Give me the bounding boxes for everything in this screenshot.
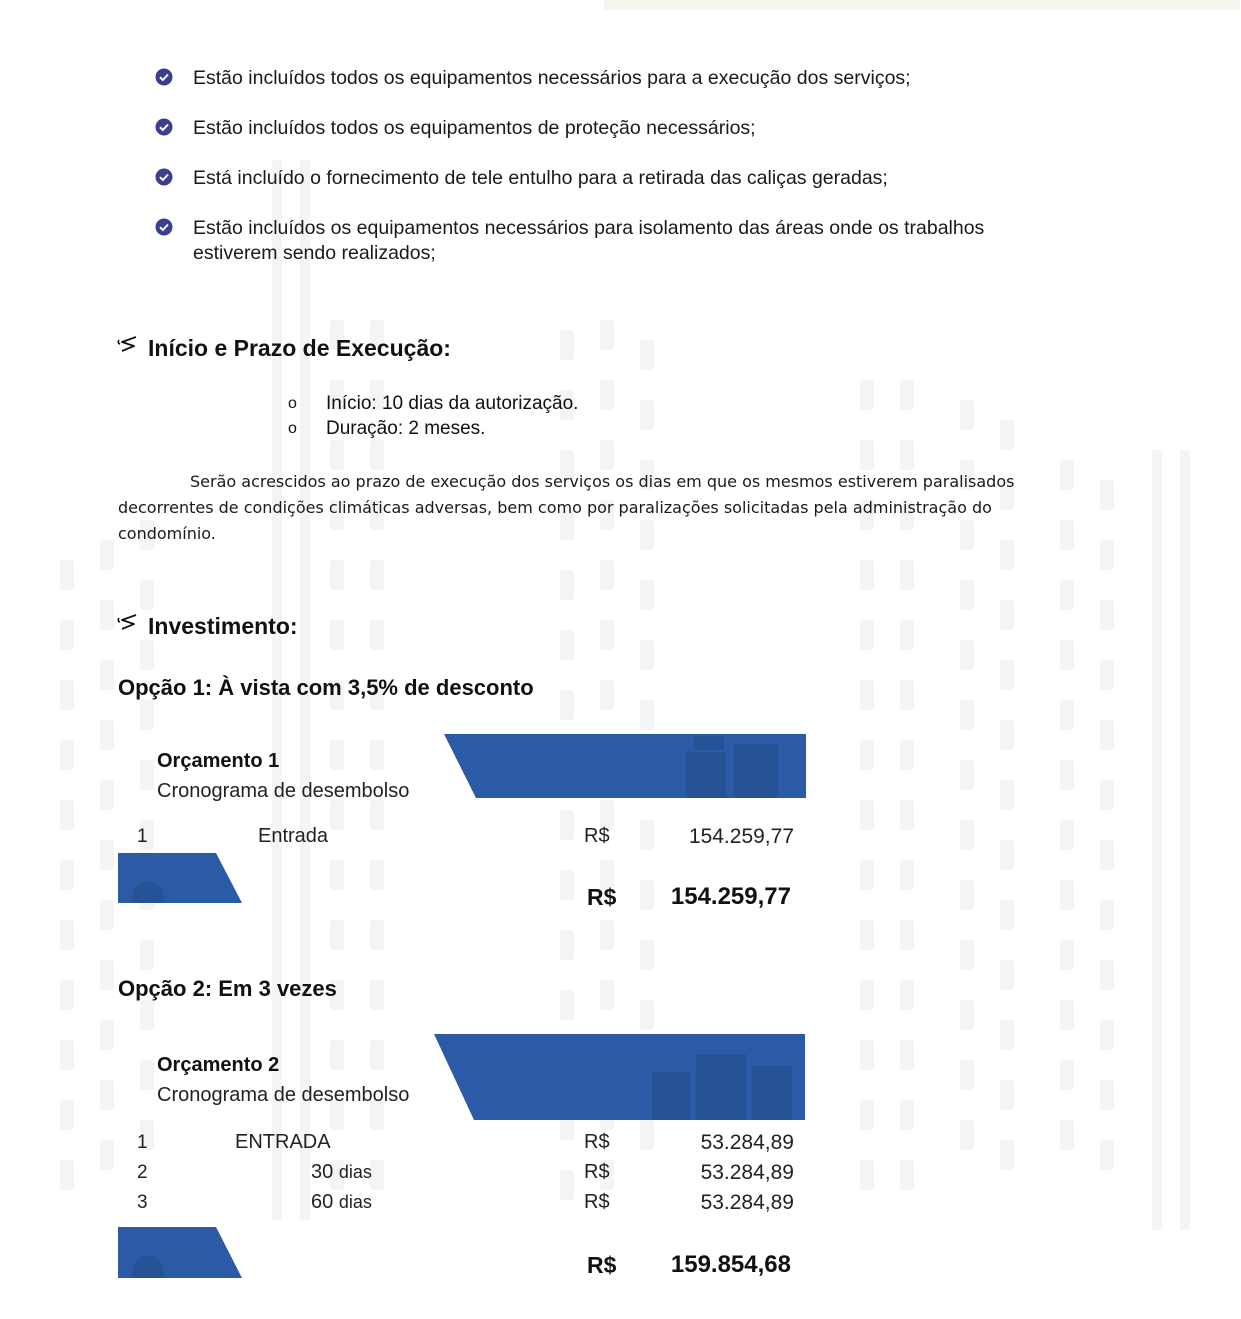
check-circle-icon [155, 118, 173, 136]
bullet-text: Estão incluídos todos os equipamentos de proteção necessários; [193, 117, 756, 139]
header-banner-graphic [444, 734, 806, 798]
row-days: 30 [311, 1161, 334, 1183]
list-item [155, 116, 1063, 141]
option-2-title: Opção 2: Em 3 vezes [118, 976, 337, 1001]
list-item [288, 418, 485, 440]
footer-banner-graphic [118, 1227, 242, 1278]
list-item [155, 216, 1063, 266]
row-days: 60 [311, 1191, 334, 1213]
bullet-text: Estão incluídos todos os equipamentos necessários para a execução dos serviços; [193, 67, 911, 89]
paragraph [118, 469, 1058, 547]
row-description [311, 1191, 372, 1214]
row-currency: R$ [584, 1131, 610, 1153]
list-item-text: Duração: 2 meses. [326, 418, 486, 439]
bullet-text: Estão incluídos os equipamentos necessários para isolamento das áreas onde os trabalhos estiverem sendo realizados; [193, 217, 985, 264]
list-item [155, 166, 1063, 191]
row-days-unit: dias [338, 1192, 372, 1212]
curved-arrow-icon [116, 612, 140, 634]
curved-arrow-icon [116, 334, 140, 356]
budget-subtitle: Cronograma de desembolso [157, 1084, 410, 1106]
section-heading-inicio [116, 334, 451, 362]
section-heading-investimento [116, 612, 298, 640]
row-amount: 53.284,89 [700, 1161, 794, 1184]
budget-subtitle: Cronograma de desembolso [157, 780, 410, 802]
check-circle-icon [155, 68, 173, 86]
total-amount: 154.259,77 [670, 883, 791, 910]
check-circle-icon [155, 218, 173, 236]
row-currency: R$ [584, 825, 610, 847]
budget-title: Orçamento 1 [157, 750, 280, 772]
row-number: 1 [137, 1132, 148, 1153]
circle-bullet-icon: o [288, 395, 297, 412]
section-heading-text: Investimento: [148, 613, 298, 639]
list-item [288, 393, 578, 415]
total-currency: R$ [587, 884, 617, 910]
row-number: 3 [137, 1192, 148, 1213]
row-description: Entrada [258, 825, 329, 847]
row-amount: 53.284,89 [700, 1131, 794, 1154]
total-currency: R$ [587, 1252, 617, 1278]
circle-bullet-icon: o [288, 420, 297, 437]
section-heading-text: Início e Prazo de Execução: [148, 335, 451, 361]
row-currency: R$ [584, 1161, 610, 1183]
list-item-text: Início: 10 dias da autorização. [326, 393, 579, 414]
row-currency: R$ [584, 1191, 610, 1213]
paragraph-text: Serão acrescidos ao prazo de execução dos serviços os dias em que os mesmos estiverem paralisados decorrentes de condições climáticas adversas, bem como por paralizações solicitadas pela administração do condomínio. [118, 472, 1015, 543]
total-amount: 159.854,68 [670, 1251, 791, 1278]
row-description: ENTRADA [235, 1131, 331, 1153]
header-banner-graphic [434, 1034, 805, 1120]
bullet-text: Está incluído o fornecimento de tele entulho para a retirada das caliças geradas; [193, 167, 888, 189]
row-amount: 53.284,89 [700, 1191, 794, 1214]
option-1-title: Opção 1: À vista com 3,5% de desconto [118, 675, 534, 700]
row-description [311, 1161, 372, 1184]
check-circle-icon [155, 168, 173, 186]
footer-banner-graphic [118, 853, 242, 903]
budget-title: Orçamento 2 [157, 1054, 280, 1076]
row-days-unit: dias [338, 1162, 372, 1182]
row-number: 1 [137, 826, 148, 847]
list-item [155, 66, 1063, 91]
row-number: 2 [137, 1162, 148, 1183]
row-amount: 154.259,77 [688, 825, 794, 848]
